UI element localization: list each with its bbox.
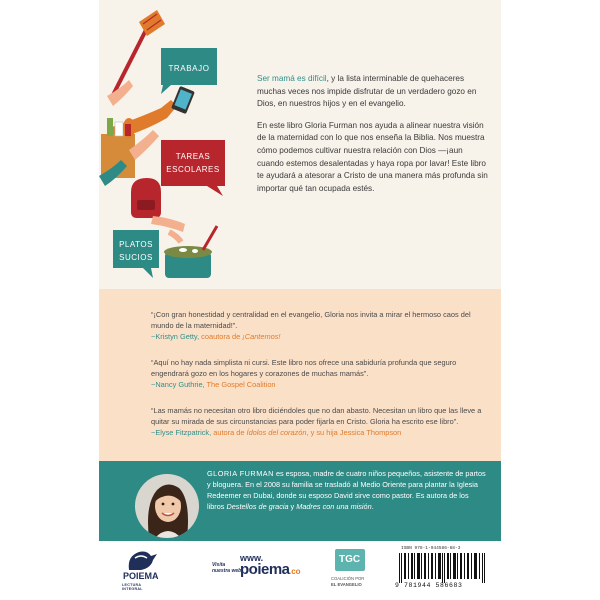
author-bio — [207, 468, 487, 512]
endorsement-1-author: ~Kristyn Getty, — [151, 332, 200, 342]
poiema-logo-text: POIEMA — [123, 571, 159, 581]
backpack-icon — [131, 178, 161, 218]
bio-book-1: Destellos de gracia — [226, 502, 289, 511]
endorsement-2-author: ~Nancy Guthrie, — [151, 380, 205, 390]
endorsement-3-author: ~Elyse Fitzpatrick, — [151, 428, 212, 438]
intro-paragraph-1 — [257, 73, 489, 111]
poiema-bird-icon — [121, 548, 161, 572]
mom-arms-illustration — [99, 0, 249, 289]
phone-icon — [171, 86, 195, 114]
web-name: poiema — [240, 561, 290, 578]
barcode-bars — [399, 553, 489, 583]
visit-line-2: nuestra web: — [212, 568, 243, 574]
platos-bubble — [113, 230, 159, 278]
tareas-label-1: TAREAS — [175, 152, 211, 161]
endorsement-3-tail: , y su hija Jessica Thompson — [306, 428, 402, 438]
endorsement-1-book: ¡Cantemos! — [242, 332, 281, 342]
platos-label-2: SUCIOS — [119, 253, 153, 262]
endorsement-3-role: autora de — [211, 428, 247, 438]
poiema-logo — [121, 548, 161, 594]
top-section — [99, 0, 501, 289]
bio-book-2: Madres con una misión — [296, 502, 372, 511]
book-back-cover — [99, 0, 501, 600]
intro-paragraph-2: En este libro Gloria Furman nos ayuda a alinear nuestra visión de la maternidad con lo que nos enseña la Biblia. Nos muestra cómo podemos cultivar nuestra relación con Dios —¡aun cuando estemos desalentadas y haya ropa por lavar! Este libro te ayudará a atesorar a Cristo de una manera más profunda sin importar qué tan ocupada estés. — [257, 120, 488, 193]
endorsement-3-book: Ídolos del corazón — [246, 428, 307, 438]
endorsement-2-org: The Gospel Coalition — [204, 380, 276, 390]
endorsement-1-text: “¡Con gran honestidad y centralidad en el evangelio, Gloria nos invita a mirar el hermoso caos del mundo de la maternidad!”. — [151, 310, 471, 331]
broom-icon — [113, 10, 165, 95]
barcode-digits: 9 781944 586683 — [395, 582, 463, 589]
isbn-barcode — [393, 546, 493, 594]
endorsement-2 — [151, 357, 486, 391]
poiema-logo-sub: LECTURA INTEGRAL — [122, 583, 143, 591]
endorsement-3-text: “Las mamás no necesitan otro libro diciéndoles que no dan abasto. Necesitan un libro que las lleve a quitar su mirada de sus circunstancias para poder fijarla en Cristo. Gloria ha escrito ese libro”. — [151, 406, 482, 427]
trabajo-label: TRABAJO — [168, 64, 210, 73]
web-www: www. — [240, 553, 264, 563]
author-name: GLORIA FURMAN — [207, 469, 274, 478]
tgc-line-2: EL EVANGELIO — [331, 582, 362, 587]
bio-text-1: es esposa, madre de cuatro niños pequeños, asistente de partos y bloguera. En el 2008 su familia se trasladó al Medio Oriente para plantar la Iglesia Redeemer en Dubai, donde su esposo David sirve como pastor. Es autora de los libros — [207, 469, 486, 511]
tgc-logo-text: TGC — [339, 554, 361, 565]
visit-line-1: Visita — [212, 562, 226, 568]
bio-conj: y — [288, 502, 297, 511]
endorsement-3 — [151, 405, 486, 439]
endorsement-2-text: “Aquí no hay nada simplista ni cursi. Este libro nos ofrece una sabiduría profunda que seguro engendrará gozo en los hogares y corazones de muchas mamás”. — [151, 358, 457, 379]
tareas-label-2: ESCOLARES — [166, 165, 220, 174]
endorsement-1 — [151, 309, 486, 343]
author-photo — [135, 474, 199, 538]
trabajo-bubble — [161, 48, 217, 94]
tgc-line-1: COALICIÓN POR — [331, 576, 365, 581]
tgc-logo — [331, 549, 371, 595]
tareas-bubble — [161, 140, 225, 196]
bio-end: . — [371, 502, 374, 511]
website-link[interactable] — [212, 553, 307, 583]
intro-lead: Ser mamá es difícil — [257, 74, 327, 83]
intro-p1-rest: , y la lista interminable de quehaceres muchas veces nos impide disfrutar de un verdadero gozo en Dios, en nuestros hijos y en el evangelio. — [257, 74, 477, 109]
endorsement-1-role: coautora de — [199, 332, 243, 342]
web-tld: .co — [289, 567, 301, 576]
intro-text — [257, 73, 489, 204]
isbn-text: ISBN 978-1-944586-68-3 — [401, 546, 461, 551]
platos-label-1: PLATOS — [119, 240, 153, 249]
